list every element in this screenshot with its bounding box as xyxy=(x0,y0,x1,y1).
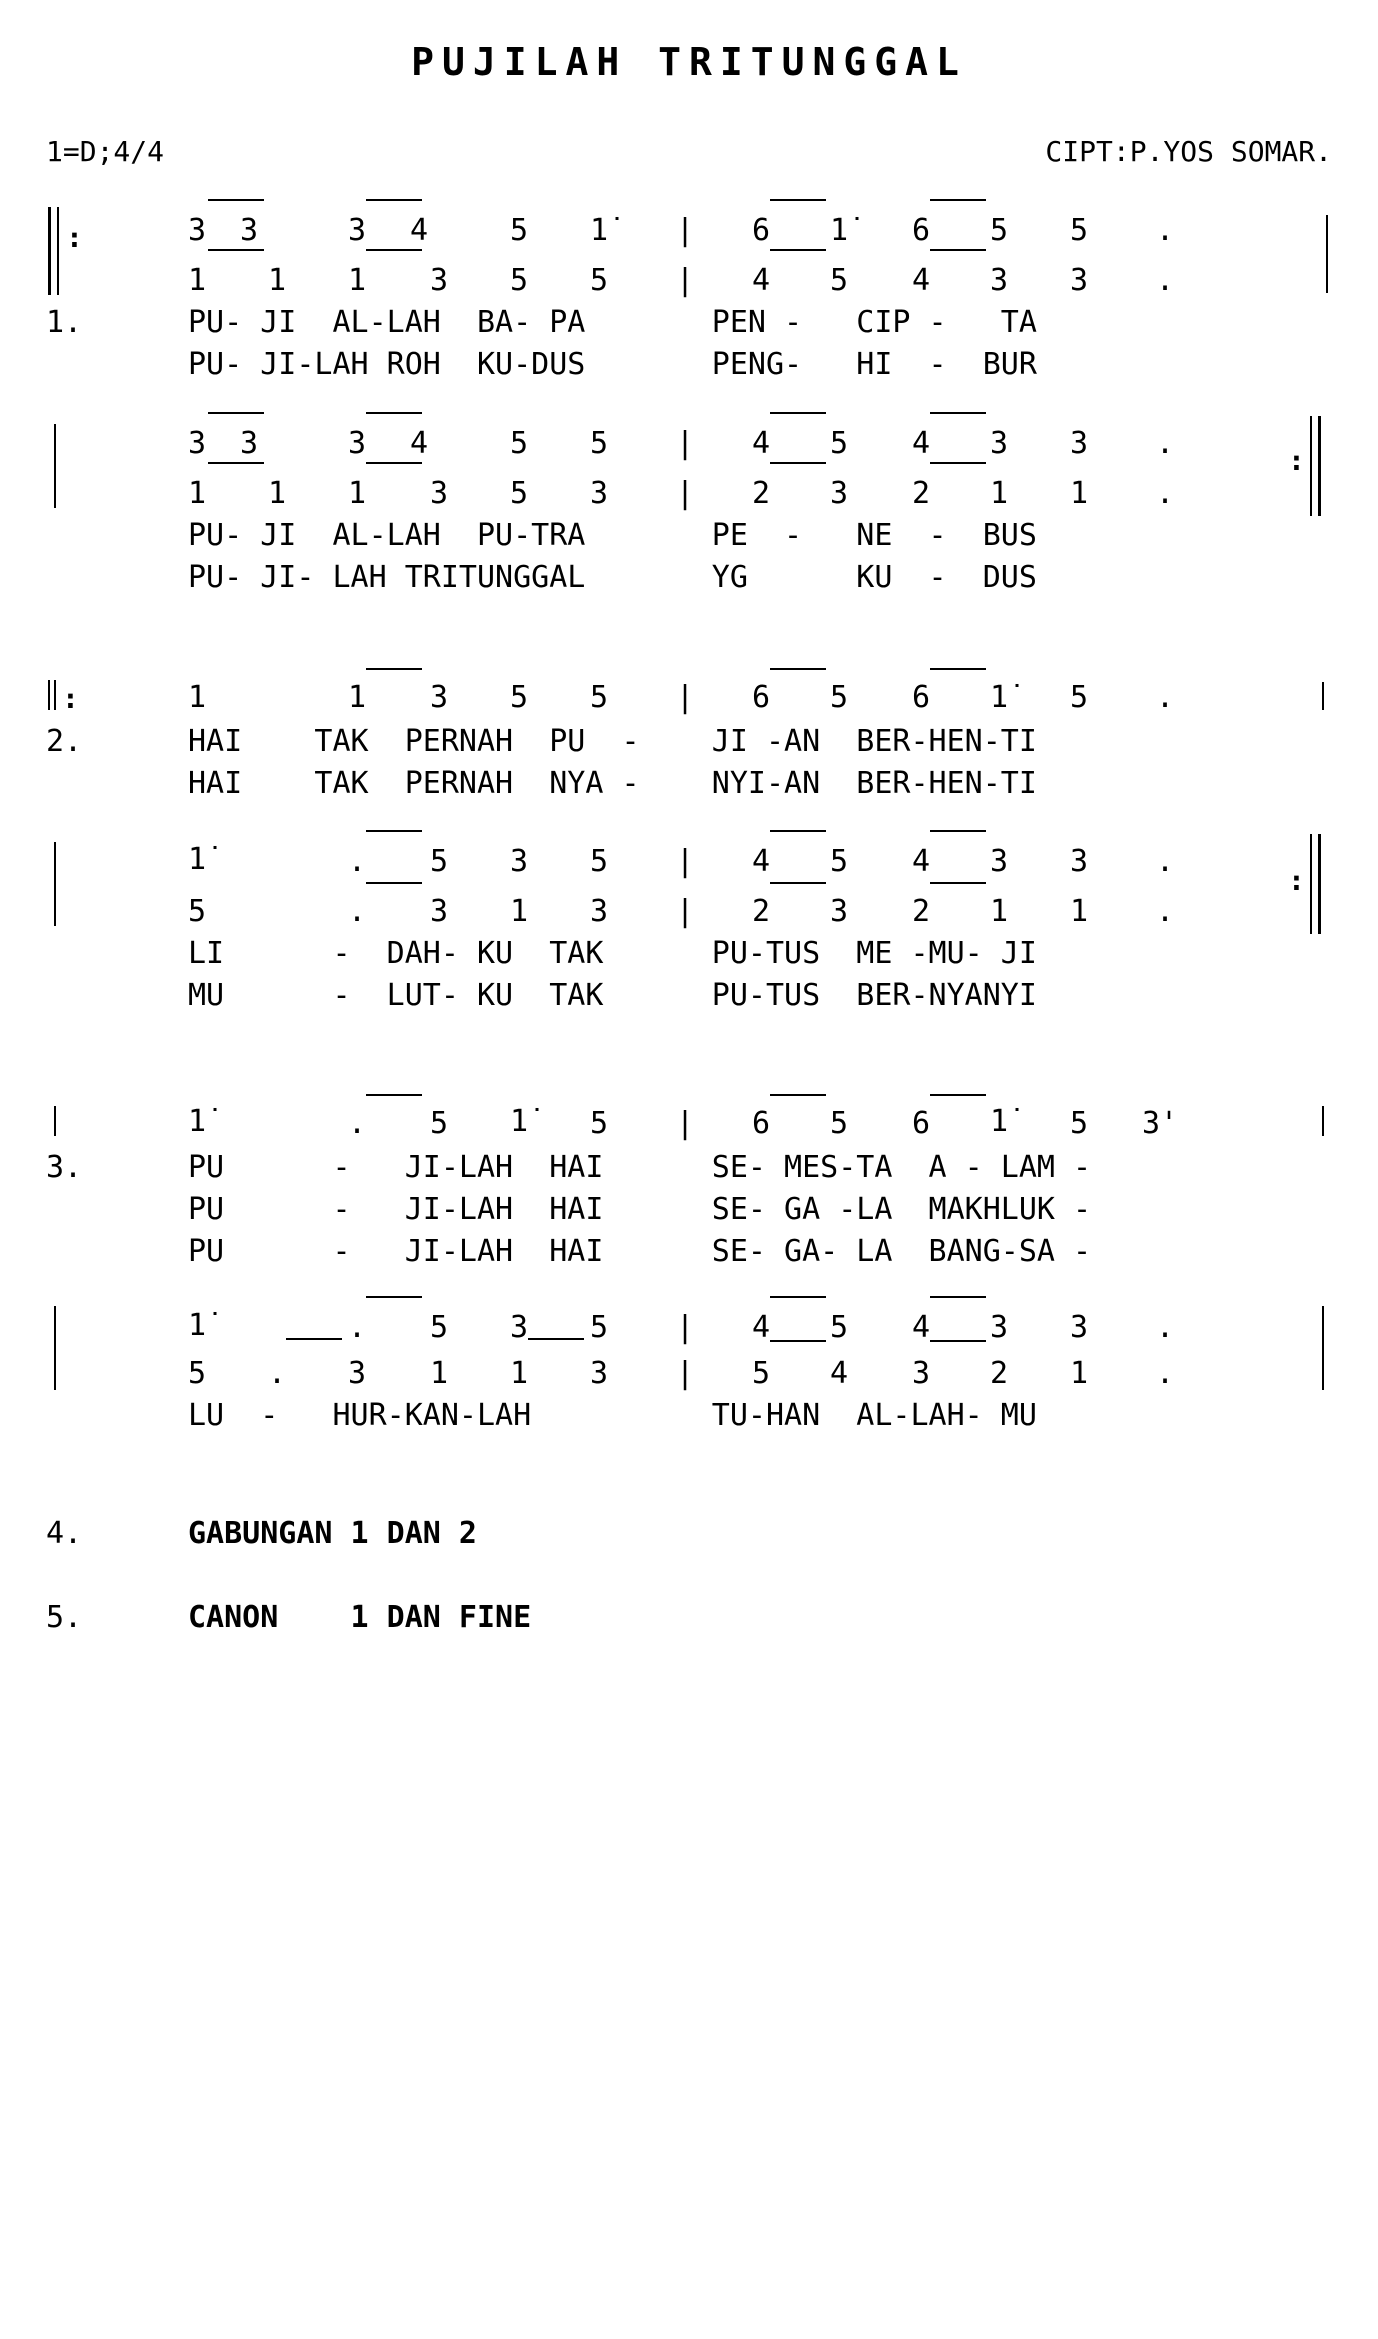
note: 6 xyxy=(752,213,771,248)
note: 3 xyxy=(348,426,367,461)
note: . xyxy=(1156,844,1175,879)
note: 5 xyxy=(430,1310,449,1345)
note: 3 xyxy=(590,476,609,511)
note: 4 xyxy=(752,426,771,461)
note: 4 xyxy=(752,1310,771,1345)
note: 1 xyxy=(348,263,367,298)
note: 3 xyxy=(1070,844,1089,879)
beam xyxy=(930,199,986,201)
note: 5 xyxy=(1070,1106,1089,1141)
beam xyxy=(930,1296,986,1298)
lyrics-line: PU - JI-LAH HAI SE- GA -LA MAKHLUK - xyxy=(188,1192,1092,1227)
beam xyxy=(930,1340,986,1342)
note: 4 xyxy=(912,844,931,879)
note: 5 xyxy=(430,844,449,879)
note: 3 xyxy=(1070,426,1089,461)
note: 5 xyxy=(830,680,849,715)
note: 1 xyxy=(348,680,367,715)
note: 1 xyxy=(990,476,1009,511)
note: 2 xyxy=(912,476,931,511)
repeat-end-barline-thin xyxy=(1310,834,1312,934)
note: 3 xyxy=(188,426,207,461)
note: 1̇ xyxy=(188,1104,207,1139)
note: 5 xyxy=(830,426,849,461)
note: . xyxy=(268,1356,287,1391)
barline: | xyxy=(676,263,695,298)
note: 1 xyxy=(348,476,367,511)
repeat-start-barline-thin xyxy=(54,680,56,710)
note: 1 xyxy=(268,263,287,298)
beam xyxy=(930,830,986,832)
system-start-barline xyxy=(54,424,56,508)
beam xyxy=(286,1338,342,1340)
note: 5 xyxy=(510,476,529,511)
note: 5 xyxy=(590,263,609,298)
beam xyxy=(208,462,264,464)
system-start-barline xyxy=(54,1106,56,1136)
note: 4 xyxy=(410,213,429,248)
note: 3 xyxy=(830,476,849,511)
note: 3 xyxy=(240,426,259,461)
beam xyxy=(366,830,422,832)
note: 4 xyxy=(912,263,931,298)
note: 1 xyxy=(1070,894,1089,929)
beam xyxy=(208,249,264,251)
note: 6 xyxy=(912,213,931,248)
note: 5 xyxy=(590,844,609,879)
note: 5 xyxy=(510,263,529,298)
instruction-4 xyxy=(46,1516,477,1551)
composer-credit: CIPT:P.YOS SOMAR. xyxy=(1045,135,1332,168)
note: 3 xyxy=(990,1310,1009,1345)
note: 5 xyxy=(510,680,529,715)
note: 3 xyxy=(1070,263,1089,298)
note: 3 xyxy=(188,213,207,248)
note: 2 xyxy=(752,476,771,511)
repeat-start-dots: : xyxy=(62,682,79,715)
note: 5 xyxy=(510,426,529,461)
note: 3 xyxy=(990,844,1009,879)
note: 2 xyxy=(752,894,771,929)
beam xyxy=(366,412,422,414)
lyrics-line: PU - JI-LAH HAI SE- MES-TA A - LAM - xyxy=(188,1150,1092,1185)
note: 4 xyxy=(410,426,429,461)
repeat-end-dots: : xyxy=(1288,864,1305,897)
instruction-number: 4. xyxy=(46,1516,83,1551)
beam xyxy=(930,1094,986,1096)
repeat-end-barline-thin xyxy=(1310,416,1312,516)
note: 1 xyxy=(510,894,529,929)
beam xyxy=(770,830,826,832)
beam xyxy=(208,412,264,414)
note: . xyxy=(1156,1356,1175,1391)
beam xyxy=(528,1338,584,1340)
barline: | xyxy=(676,213,695,248)
note: 5 xyxy=(752,1356,771,1391)
beam xyxy=(770,249,826,251)
beam xyxy=(366,882,422,884)
lyrics-line: PU- JI AL-LAH PU-TRA PE - NE - BUS xyxy=(188,518,1037,553)
beam xyxy=(930,882,986,884)
beam xyxy=(930,412,986,414)
note: . xyxy=(348,1310,367,1345)
note: 5 xyxy=(590,426,609,461)
system-end-barline xyxy=(1326,215,1328,293)
beam xyxy=(366,462,422,464)
barline: | xyxy=(676,426,695,461)
note: 6 xyxy=(912,680,931,715)
barline: | xyxy=(676,1356,695,1391)
note: 3 xyxy=(430,894,449,929)
beam xyxy=(770,882,826,884)
system-start-barline xyxy=(54,1306,56,1390)
beam xyxy=(770,199,826,201)
note: 5 xyxy=(590,1310,609,1345)
note: . xyxy=(348,844,367,879)
note: . xyxy=(1156,213,1175,248)
note: 3 xyxy=(240,213,259,248)
beam xyxy=(770,1296,826,1298)
note: 1 xyxy=(188,476,207,511)
note: 5 xyxy=(188,1356,207,1391)
key-signature: 1=D;4/4 xyxy=(46,135,165,168)
note: 3 xyxy=(348,213,367,248)
note: 1 xyxy=(990,894,1009,929)
note: 3 xyxy=(510,844,529,879)
beam xyxy=(930,249,986,251)
lyrics-line: HAI TAK PERNAH NYA - NYI-AN BER-HEN-TI xyxy=(188,766,1037,801)
system-end-barline xyxy=(1322,1306,1324,1390)
beam xyxy=(770,1340,826,1342)
note: 3 xyxy=(1070,1310,1089,1345)
system-end-barline xyxy=(1322,1106,1324,1136)
beam xyxy=(770,668,826,670)
note: 5 xyxy=(830,263,849,298)
lyrics-line: PU - JI-LAH HAI SE- GA- LA BANG-SA - xyxy=(188,1234,1092,1269)
repeat-end-dots: : xyxy=(1288,444,1305,477)
instruction-5 xyxy=(46,1600,532,1635)
note: 5 xyxy=(1070,213,1089,248)
note: 5 xyxy=(590,1106,609,1141)
instruction-text: CANON 1 DAN FINE xyxy=(188,1600,532,1635)
note: 5 xyxy=(188,894,207,929)
repeat-end-barline xyxy=(1318,416,1321,516)
note: 1 xyxy=(268,476,287,511)
beam xyxy=(770,1094,826,1096)
repeat-start-barline-thin xyxy=(57,207,59,295)
beam xyxy=(366,1296,422,1298)
note: 4 xyxy=(912,426,931,461)
lyrics-line: HAI TAK PERNAH PU - JI -AN BER-HEN-TI xyxy=(188,724,1037,759)
note: 1̇ xyxy=(188,1308,207,1343)
lyrics-line: PU- JI-LAH ROH KU-DUS PENG- HI - BUR xyxy=(188,347,1037,382)
beam xyxy=(366,249,422,251)
note: . xyxy=(1156,263,1175,298)
lyrics-line: LI - DAH- KU TAK PU-TUS ME -MU- JI xyxy=(188,936,1037,971)
note: 3 xyxy=(510,1310,529,1345)
note: 1̇ xyxy=(830,213,849,248)
note: 1 xyxy=(1070,476,1089,511)
note: 1 xyxy=(430,1356,449,1391)
beam xyxy=(930,462,986,464)
repeat-start-barline xyxy=(48,207,51,295)
note: 3 xyxy=(590,1356,609,1391)
note: 1 xyxy=(1070,1356,1089,1391)
note: 4 xyxy=(830,1356,849,1391)
verse-number: 2. xyxy=(46,724,83,759)
note: 6 xyxy=(752,1106,771,1141)
lyrics-line: LU - HUR-KAN-LAH TU-HAN AL-LAH- MU xyxy=(188,1398,1037,1433)
note: 3 xyxy=(990,426,1009,461)
note: 4 xyxy=(752,263,771,298)
note: 1 xyxy=(188,680,207,715)
note: 5 xyxy=(990,213,1009,248)
note: . xyxy=(1156,476,1175,511)
note: 6 xyxy=(912,1106,931,1141)
note: 3 xyxy=(990,263,1009,298)
repeat-start-dots: : xyxy=(66,221,83,254)
barline: | xyxy=(676,1310,695,1345)
beam xyxy=(770,462,826,464)
barline: | xyxy=(676,1106,695,1141)
note: 3 xyxy=(430,263,449,298)
note: 5 xyxy=(830,1310,849,1345)
repeat-start-barline xyxy=(48,680,50,710)
lyrics-line: MU - LUT- KU TAK PU-TUS BER-NYANYI xyxy=(188,978,1037,1013)
verse-number: 3. xyxy=(46,1150,83,1185)
note: 3 xyxy=(430,680,449,715)
note: 5 xyxy=(830,1106,849,1141)
note: . xyxy=(1156,426,1175,461)
lyrics-line: PU- JI AL-LAH BA- PA PEN - CIP - TA xyxy=(188,305,1037,340)
beam xyxy=(366,199,422,201)
barline: | xyxy=(676,680,695,715)
system-start-barline xyxy=(54,842,56,926)
note: 4 xyxy=(912,1310,931,1345)
note: 1̇ xyxy=(188,842,207,877)
note: 1̇ xyxy=(510,1104,529,1139)
barline: | xyxy=(676,844,695,879)
note: 3 xyxy=(590,894,609,929)
note: 5 xyxy=(1070,680,1089,715)
note: 3 xyxy=(348,1356,367,1391)
note: 3 xyxy=(430,476,449,511)
beam xyxy=(366,668,422,670)
note: 1̇ xyxy=(990,680,1009,715)
verse-number: 1. xyxy=(46,305,83,340)
barline: | xyxy=(676,476,695,511)
instruction-text: GABUNGAN 1 DAN 2 xyxy=(188,1516,477,1551)
note: 5 xyxy=(510,213,529,248)
beam xyxy=(366,1094,422,1096)
note: 1̇ xyxy=(990,1104,1009,1139)
note: 5 xyxy=(430,1106,449,1141)
system-end-barline xyxy=(1322,682,1324,710)
note: 4 xyxy=(752,844,771,879)
beam xyxy=(208,199,264,201)
instruction-number: 5. xyxy=(46,1600,83,1635)
note: 3 xyxy=(912,1356,931,1391)
note: 5 xyxy=(590,680,609,715)
note: 2 xyxy=(912,894,931,929)
note: 1 xyxy=(510,1356,529,1391)
note: 3' xyxy=(1142,1106,1179,1141)
note: 5 xyxy=(830,844,849,879)
note: 2 xyxy=(990,1356,1009,1391)
beam xyxy=(770,412,826,414)
repeat-end-barline xyxy=(1318,834,1321,934)
song-title: PUJILAH TRITUNGGAL xyxy=(411,40,967,84)
note: 1̇ xyxy=(590,213,609,248)
note: . xyxy=(1156,680,1175,715)
beam xyxy=(930,668,986,670)
note: 3 xyxy=(830,894,849,929)
note: 1 xyxy=(188,263,207,298)
lyrics-line: PU- JI- LAH TRITUNGGAL YG KU - DUS xyxy=(188,560,1037,595)
note: . xyxy=(348,1106,367,1141)
note: . xyxy=(1156,894,1175,929)
barline: | xyxy=(676,894,695,929)
note: . xyxy=(1156,1310,1175,1345)
note: . xyxy=(348,894,367,929)
note: 6 xyxy=(752,680,771,715)
